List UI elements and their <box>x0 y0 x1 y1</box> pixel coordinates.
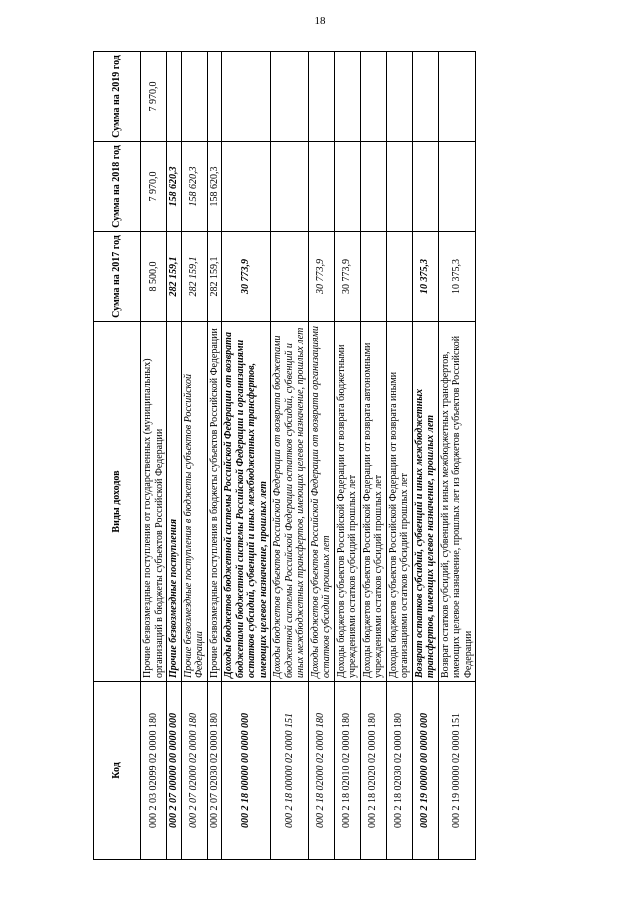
cell-name: Возврат остатков субсидий, субвенций и иных межбюджетных трансфертов, имеющих целевое назначение, прошлых лет из бюджетов субъектов Российской Федерации <box>438 322 476 682</box>
cell-sum-2017 <box>360 232 386 322</box>
cell-sum-2018: 7 970,0 <box>141 142 167 232</box>
cell-sum-2018: 158 620,3 <box>181 142 207 232</box>
cell-sum-2018: 158 620,3 <box>207 142 222 232</box>
cell-code: 000 2 18 00000 00 0000 000 <box>222 682 271 860</box>
table-row <box>141 52 167 860</box>
cell-sum-2019 <box>207 52 222 142</box>
cell-sum-2019 <box>438 52 476 142</box>
cell-code: 000 2 19 00000 02 0000 151 <box>438 682 476 860</box>
cell-sum-2018 <box>222 142 271 232</box>
cell-name: Возврат остатков субсидий, субвенций и иных межбюджетных трансфертов, имеющих целевое назначение, прошлых лет <box>412 322 438 682</box>
table-row <box>360 52 386 860</box>
cell-name: Прочие безвозмездные поступления <box>167 322 182 682</box>
page-number: 18 <box>314 15 326 27</box>
header-sum-2017: Сумма на 2017 год <box>94 232 141 322</box>
cell-sum-2017: 8 500,0 <box>141 232 167 322</box>
cell-code: 000 2 18 02020 02 0000 180 <box>360 682 386 860</box>
cell-sum-2018: 158 620,3 <box>167 142 182 232</box>
cell-sum-2017: 282 159,1 <box>207 232 222 322</box>
header-name: Виды доходов <box>94 322 141 682</box>
header-sum-2019: Сумма на 2019 год <box>94 52 141 142</box>
table-row <box>271 52 309 860</box>
table-row <box>181 52 207 860</box>
cell-sum-2017: 10 375,3 <box>438 232 476 322</box>
cell-sum-2019 <box>271 52 309 142</box>
cell-name: Доходы бюджетов субъектов Российской Федерации от возврата организациями остатков субсидий прошлых лет <box>308 322 334 682</box>
cell-sum-2017 <box>271 232 309 322</box>
cell-code: 000 2 18 02000 02 0000 180 <box>308 682 334 860</box>
cell-sum-2018 <box>386 142 412 232</box>
cell-code: 000 2 18 02010 02 0000 180 <box>334 682 360 860</box>
cell-sum-2019 <box>334 52 360 142</box>
table-row <box>334 52 360 860</box>
cell-sum-2019: 7 970,0 <box>141 52 167 142</box>
revenue-table <box>93 51 476 860</box>
cell-sum-2019 <box>167 52 182 142</box>
cell-code: 000 2 07 00000 00 0000 000 <box>167 682 182 860</box>
cell-code: 000 2 19 00000 00 0000 000 <box>412 682 438 860</box>
cell-sum-2017: 30 773,9 <box>222 232 271 322</box>
cell-sum-2017: 30 773,9 <box>308 232 334 322</box>
table-rotation-frame <box>93 52 559 860</box>
table-row <box>222 52 271 860</box>
cell-name: Доходы бюджетов субъектов Российской Федерации от возврата бюджетными учреждениями остатков субсидий прошлых лет <box>334 322 360 682</box>
cell-name: Прочие безвозмездные поступления от государственных (муниципальных) организаций в бюджеты субъектов Российской Федерации <box>141 322 167 682</box>
cell-sum-2017: 10 375,3 <box>412 232 438 322</box>
table-row <box>438 52 476 860</box>
cell-name: Доходы бюджетов субъектов Российской Федерации от возврата автономными учреждениями остатков субсидий прошлых лет <box>360 322 386 682</box>
cell-name: Доходы бюджетов субъектов Российской Федерации от возврата бюджетами бюджетной системы Российской Федерации остатков субсидий, субвенций и иных межбюджетных трансфертов, имеющих целевое назначение, прошлых лет <box>271 322 309 682</box>
rotated-table-container <box>93 52 559 860</box>
cell-sum-2018 <box>334 142 360 232</box>
header-code: Код <box>94 682 141 860</box>
cell-sum-2017: 282 159,1 <box>167 232 182 322</box>
cell-sum-2019 <box>360 52 386 142</box>
cell-sum-2019 <box>181 52 207 142</box>
cell-name: Прочие безвозмездные поступления в бюджеты субъектов Российской Федерации <box>207 322 222 682</box>
table-body <box>141 52 476 860</box>
cell-sum-2017: 30 773,9 <box>334 232 360 322</box>
table-row <box>308 52 334 860</box>
cell-sum-2019 <box>308 52 334 142</box>
table-header-row <box>94 52 141 860</box>
cell-code: 000 2 03 02099 02 0000 180 <box>141 682 167 860</box>
header-sum-2018: Сумма на 2018 год <box>94 142 141 232</box>
cell-sum-2019 <box>386 52 412 142</box>
cell-sum-2018 <box>412 142 438 232</box>
table-row <box>386 52 412 860</box>
table-row <box>207 52 222 860</box>
cell-sum-2019 <box>412 52 438 142</box>
cell-name: Доходы бюджетов субъектов Российской Федерации от возврата иными организациями остатков субсидий прошлых лет <box>386 322 412 682</box>
cell-sum-2018 <box>360 142 386 232</box>
cell-sum-2019 <box>222 52 271 142</box>
cell-name: Доходы бюджетов бюджетной системы Российской Федерации от возврата бюджетами бюджетной системы Российской Федерации и организациями остатков субсидий, субвенций и иных межбюджетных трансфертов, имеющих целевое назначение, прошлых лет <box>222 322 271 682</box>
cell-sum-2017: 282 159,1 <box>181 232 207 322</box>
cell-code: 000 2 18 02030 02 0000 180 <box>386 682 412 860</box>
cell-code: 000 2 07 02000 02 0000 180 <box>181 682 207 860</box>
cell-code: 000 2 18 00000 02 0000 151 <box>271 682 309 860</box>
cell-sum-2017 <box>386 232 412 322</box>
cell-code: 000 2 07 02030 02 0000 180 <box>207 682 222 860</box>
cell-sum-2018 <box>271 142 309 232</box>
cell-sum-2018 <box>308 142 334 232</box>
table-row <box>167 52 182 860</box>
cell-name: Прочие безвозмездные поступления в бюджеты субъектов Российской Федерации <box>181 322 207 682</box>
cell-sum-2018 <box>438 142 476 232</box>
table-row <box>412 52 438 860</box>
